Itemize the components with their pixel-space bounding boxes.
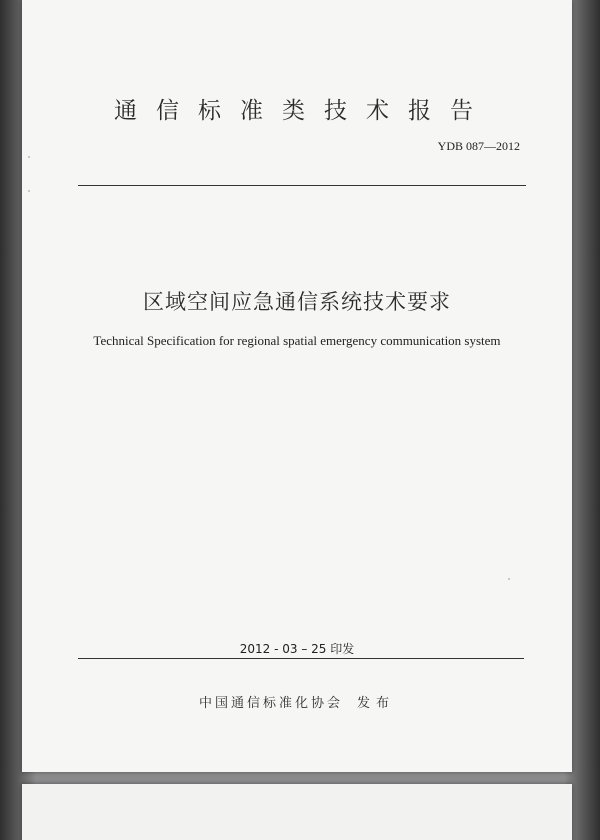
- next-page-edge[interactable]: [22, 784, 572, 840]
- scan-speck: [28, 190, 30, 192]
- standard-number: YDB 087—2012: [437, 139, 520, 153]
- print-date: 2012 - 03 – 25 印发: [239, 642, 355, 656]
- document-page[interactable]: [22, 0, 572, 772]
- top-divider: [78, 185, 526, 186]
- series-title: 通信标准类技术报告: [114, 98, 492, 124]
- issued-label: 发布: [357, 696, 396, 711]
- scan-speck: [508, 578, 510, 580]
- publisher-line: [22, 692, 572, 711]
- publisher-name: 中国通信标准化协会: [198, 696, 343, 711]
- document-title-english: Technical Specification for regional spatial emergency communication system: [93, 333, 501, 348]
- document-title-chinese: 区域空间应急通信系统技术要求: [143, 290, 451, 314]
- scan-speck: [28, 156, 30, 158]
- bottom-divider: [78, 658, 524, 659]
